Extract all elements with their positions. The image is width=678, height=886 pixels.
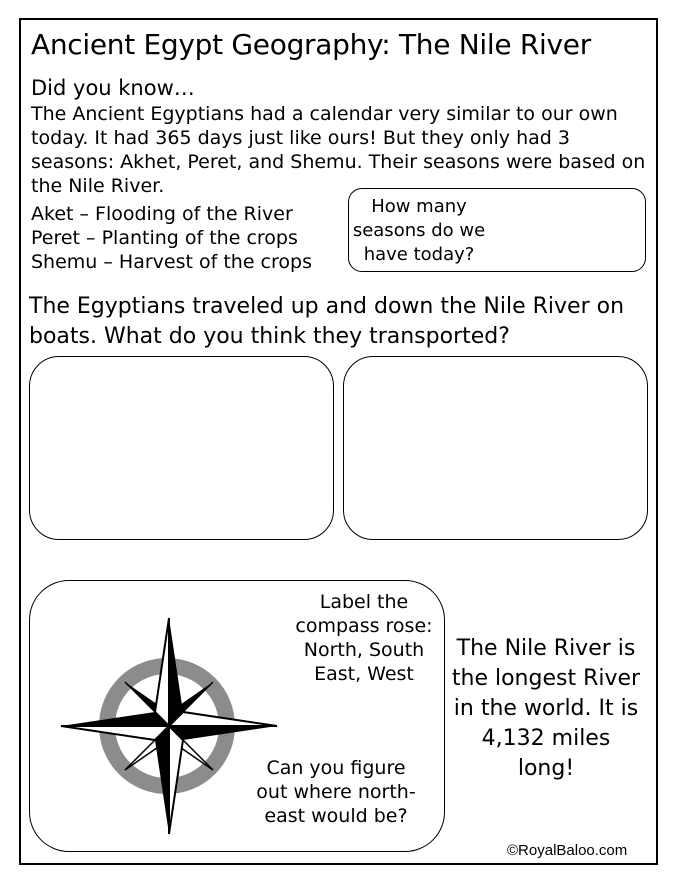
worksheet-page (19, 18, 658, 865)
label-compass-instruction: Label the compass rose: North, South East, West (295, 591, 433, 685)
seasons-question-box (348, 188, 646, 272)
nile-length-fact: The Nile River is the longest River in the world. It is 4,132 miles long! (451, 636, 641, 781)
compass-rose-icon (49, 606, 289, 846)
boats-question: The Egyptians traveled up and down the Nile River on boats. What do you think they transported? (29, 294, 625, 349)
seasons-list (31, 202, 312, 274)
seasons-question: How many seasons do we have today? (352, 196, 486, 265)
season-aket: Aket – Flooding of the River (31, 203, 293, 225)
compass-cardinal-points (61, 618, 277, 834)
did-you-know-heading: Did you know… (31, 76, 195, 100)
season-shemu: Shemu – Harvest of the crops (31, 251, 312, 273)
calendar-intro-text: The Ancient Egyptians had a calendar very similar to our own today. It had 365 days just like ours! But they only had 3 seasons: Akhet, Peret, and Shemu. Their seasons were based on the Nile River. (31, 103, 646, 197)
page-title: Ancient Egypt Geography: The Nile River (31, 28, 591, 61)
season-peret: Peret – Planting of the crops (31, 227, 298, 249)
answer-box-right[interactable] (343, 356, 648, 540)
copyright-credit: ©RoyalBaloo.com (507, 842, 628, 859)
answer-box-left[interactable] (29, 356, 334, 540)
northeast-question: Can you figure out where north-east would be? (256, 757, 416, 827)
